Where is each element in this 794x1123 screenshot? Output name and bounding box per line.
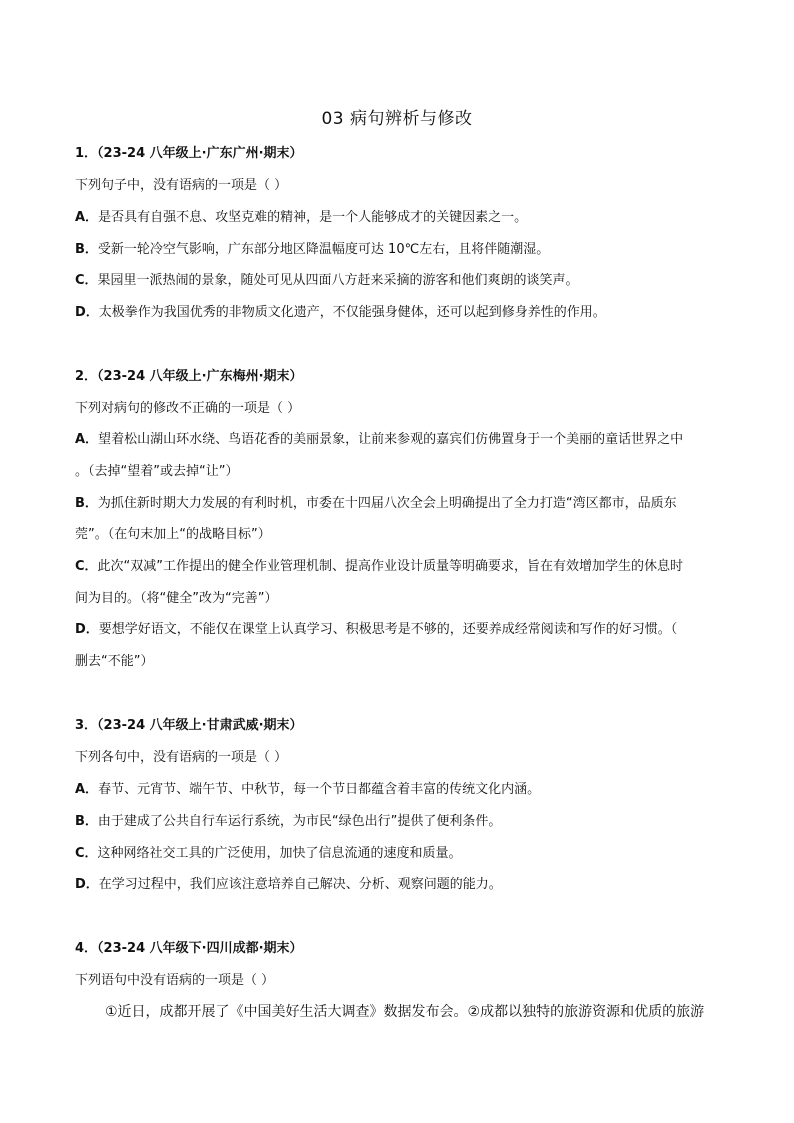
option-letter: A． xyxy=(75,432,99,447)
option-text-line1: 要想学好语文，不能仅在课堂上认真学习、积极思考是不够的，还要养成经常阅读和写作的好习惯。（ xyxy=(98,622,678,637)
option-text: 在学习过程中，我们应该注意培养自己解决、分析、观察问题的能力。 xyxy=(98,877,502,892)
question-4-passage: ①近日，成都开展了《中国美好生活大调查》数据发布会。②成都以独特的旅游资源和优质的旅游 xyxy=(105,1004,705,1020)
option-letter: A． xyxy=(75,210,99,225)
question-source: （23-24 八年级上·广东梅州·期末） xyxy=(97,369,303,384)
question-2-header xyxy=(75,368,725,386)
question-2-option-b xyxy=(75,495,725,513)
option-text: 受新一轮冷空气影响，广东部分地区降温幅度可达 10℃左右，且将伴随潮湿。 xyxy=(97,242,550,257)
question-1-option-b xyxy=(75,241,725,259)
option-text-line1: 望着松山湖山环水绕、鸟语花香的美丽景象，让前来参观的嘉宾们仿佛置身于一个美丽的童话世界之中 xyxy=(98,432,684,447)
option-letter: D． xyxy=(75,877,99,892)
option-letter: A． xyxy=(75,782,99,797)
question-3-stem: 下列各句中，没有语病的一项是（ ） xyxy=(75,750,288,765)
question-number: 3． xyxy=(75,718,98,733)
question-1-stem: 下列句子中，没有语病的一项是（ ） xyxy=(75,178,288,193)
option-text: 太极拳作为我国优秀的非物质文化遗产，不仅能强身健体，还可以起到修身养性的作用。 xyxy=(98,305,606,320)
question-1-header xyxy=(75,145,725,163)
option-text: 这种网络社交工具的广泛使用，加快了信息流通的速度和质量。 xyxy=(97,846,462,861)
option-text-line1: 此次“双减”工作提出的健全作业管理机制、提高作业设计质量等明确要求，旨在有效增加学生的休息时 xyxy=(97,559,684,574)
option-letter: D． xyxy=(75,622,99,637)
question-number: 2． xyxy=(75,369,98,384)
question-2-option-b-cont: 莞”。（在句末加上“的战略目标”） xyxy=(75,527,271,542)
option-letter: C． xyxy=(75,846,98,861)
question-1-option-d xyxy=(75,304,725,322)
option-text: 果园里一派热闹的景象，随处可见从四面八方赶来采摘的游客和他们爽朗的谈笑声。 xyxy=(97,273,579,288)
question-number: 4． xyxy=(75,941,98,956)
option-letter: C． xyxy=(75,273,98,288)
question-3-option-c xyxy=(75,845,725,863)
page-title: 03 病句辨析与修改 xyxy=(321,109,473,129)
option-text: 是否具有自强不息、攻坚克难的精神，是一个人能够成才的关键因素之一。 xyxy=(98,210,528,225)
question-2-stem: 下列对病句的修改不正确的一项是（ ） xyxy=(75,401,301,416)
question-1-option-c xyxy=(75,272,725,290)
question-3-option-d xyxy=(75,876,725,894)
option-letter: B． xyxy=(75,242,98,257)
question-3-option-b xyxy=(75,813,725,831)
question-source: （23-24 八年级上·广东广州·期末） xyxy=(97,146,303,161)
question-2-option-c xyxy=(75,558,725,576)
question-2-option-d xyxy=(75,621,725,639)
option-letter: C． xyxy=(75,559,98,574)
option-letter: D． xyxy=(75,305,99,320)
question-3-option-a xyxy=(75,781,725,799)
question-3-header xyxy=(75,717,725,735)
question-2-option-d-cont: 删去“不能”） xyxy=(75,654,154,669)
question-number: 1． xyxy=(75,146,98,161)
question-2-option-c-cont: 间为目的。（将“健全”改为“完善”） xyxy=(75,591,278,606)
question-source: （23-24 八年级下·四川成都·期末） xyxy=(97,941,303,956)
question-4-stem: 下列语句中没有语病的一项是（ ） xyxy=(75,973,275,988)
question-2-option-a-cont: 。（去掉“望着”或去掉“让”） xyxy=(75,464,239,479)
option-text-line1: 为抓住新时期大力发展的有利时机，市委在十四届八次全会上明确提出了全力打造“湾区都市，品质东 xyxy=(97,496,677,511)
option-text: 由于建成了公共自行车运行系统，为市民“绿色出行”提供了便利条件。 xyxy=(97,814,502,829)
option-text: 春节、元宵节、端午节、中秋节，每一个节日都蕴含着丰富的传统文化内涵。 xyxy=(98,782,541,797)
question-1-option-a xyxy=(75,209,725,227)
option-letter: B． xyxy=(75,814,98,829)
question-source: （23-24 八年级上·甘肃武威·期末） xyxy=(97,718,303,733)
question-2-option-a xyxy=(75,431,725,449)
option-letter: B． xyxy=(75,496,98,511)
question-4-header xyxy=(75,940,725,958)
